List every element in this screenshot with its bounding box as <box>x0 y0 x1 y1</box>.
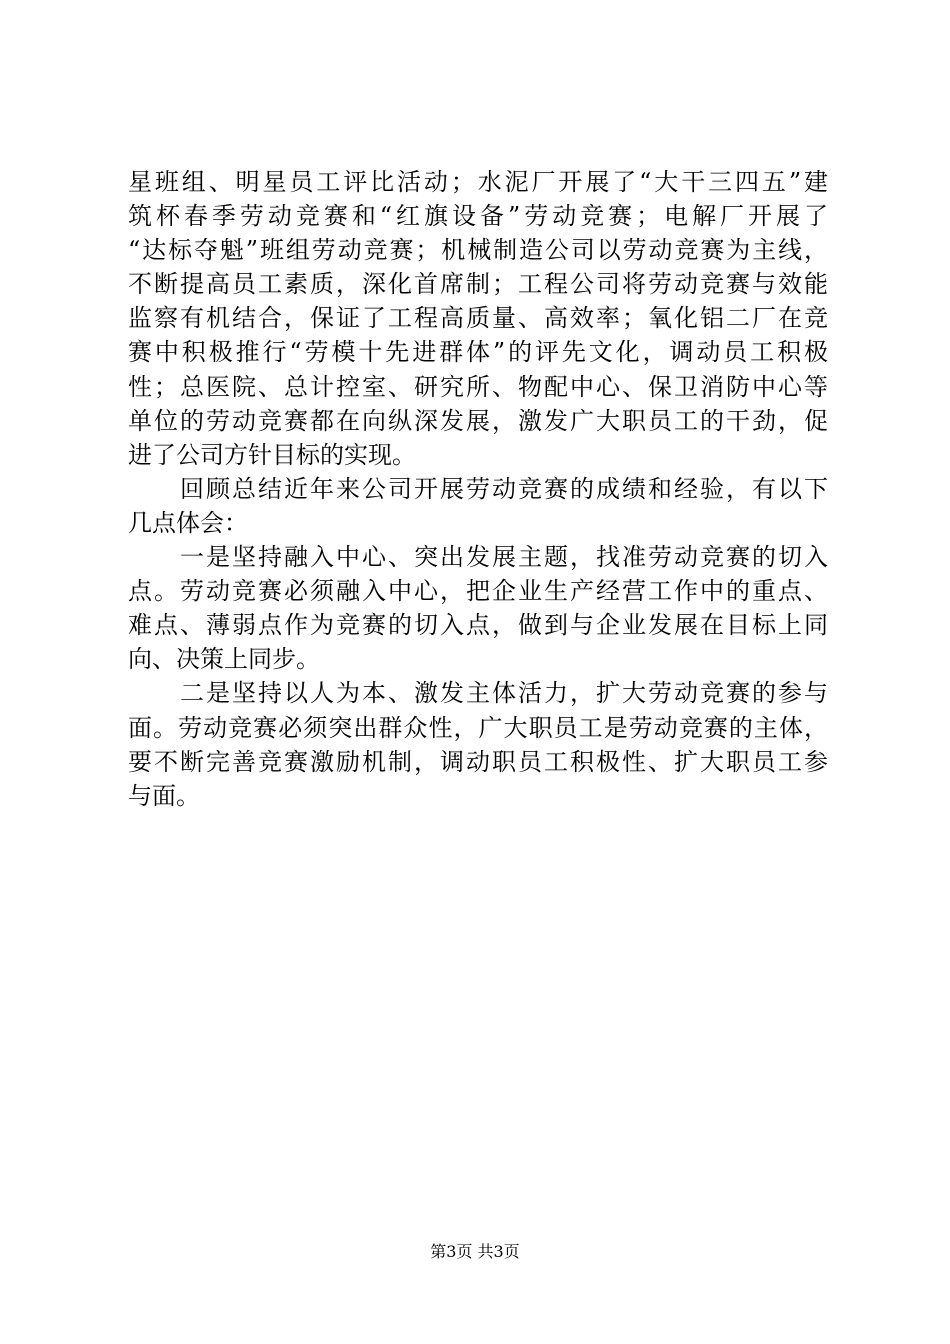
text-line: 几点体会： <box>128 508 248 537</box>
paragraph-first-line: 二是坚持以人为本、激发主体活力，扩大劳动竞赛的参与 <box>180 679 828 708</box>
text-line: 赛中积极推行“劳模十先进群体”的评先文化，调动员工积极 <box>128 338 828 367</box>
text-line: 点。劳动竞赛必须融入中心，把企业生产经营工作中的重点、 <box>128 577 828 606</box>
text-line: 性；总医院、总计控室、研究所、物配中心、保卫消防中心等 <box>128 372 828 401</box>
text-line: 难点、薄弱点作为竞赛的切入点，做到与企业发展在目标上同 <box>128 611 828 640</box>
document-body <box>128 165 828 813</box>
text-line: 进了公司方针目标的实现。 <box>128 440 416 469</box>
text-line: 要不断完善竞赛激励机制，调动职员工积极性、扩大职员工参 <box>128 747 828 776</box>
text-line: 向、决策上同步。 <box>128 645 320 674</box>
text-line: 监察有机结合，保证了工程高质量、高效率；氧化铝二厂在竞 <box>128 304 828 333</box>
text-line: 单位的劳动竞赛都在向纵深发展，激发广大职员工的干劲，促 <box>128 406 828 435</box>
paragraph-first-line: 回顾总结近年来公司开展劳动竞赛的成绩和经验，有以下 <box>180 474 828 503</box>
text-line: 与面。 <box>128 781 200 810</box>
text-line: 面。劳动竞赛必须突出群众性，广大职员工是劳动竞赛的主体， <box>128 713 828 742</box>
paragraph-first-line: 一是坚持融入中心、突出发展主题，找准劳动竞赛的切入 <box>180 543 828 572</box>
text-line: 筑杯春季劳动竞赛和“红旗设备”劳动竞赛；电解厂开展了 <box>128 202 828 231</box>
page-footer: 第3页 共3页 <box>430 1242 520 1261</box>
text-line: “达标夺魁”班组劳动竞赛；机械制造公司以劳动竞赛为主线， <box>128 236 828 265</box>
text-line: 不断提高员工素质，深化首席制；工程公司将劳动竞赛与效能 <box>128 270 828 299</box>
text-line: 星班组、明星员工评比活动；水泥厂开展了“大干三四五”建 <box>128 168 828 196</box>
